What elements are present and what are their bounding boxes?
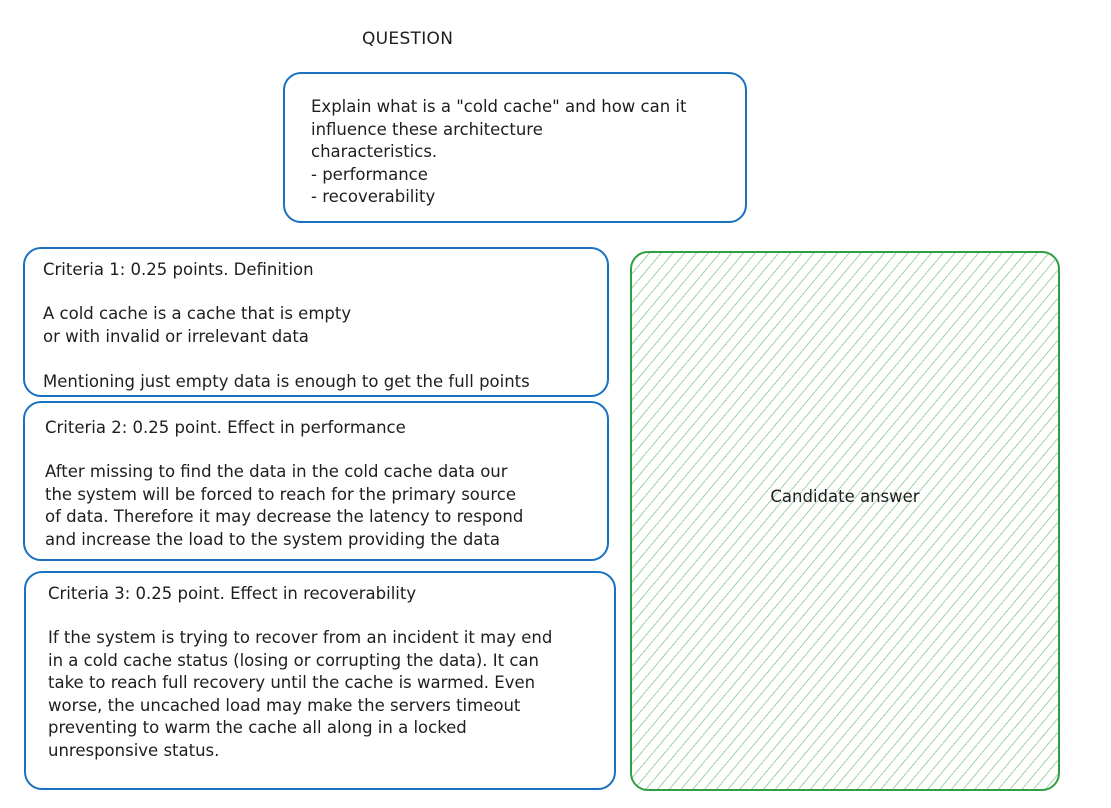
criteria-2-box[interactable]	[23, 401, 609, 561]
question-box[interactable]	[283, 72, 747, 223]
criteria-1-body: A cold cache is a cache that is empty or with invalid or irrelevant data Mentioning just empty data is enough to get the full points	[43, 304, 530, 391]
question-heading: QUESTION	[362, 29, 454, 49]
candidate-answer-label: Candidate answer	[770, 487, 920, 506]
criteria-1-box[interactable]	[23, 247, 609, 397]
criteria-3-title: Criteria 3: 0.25 point. Effect in recoverability	[48, 584, 417, 603]
criteria-2-body: After missing to find the data in the cold cache data our the system will be forced to reach for the primary source of data. Therefore it may decrease the latency to respond and increase the load to the system providing the data	[45, 462, 524, 549]
criteria-3-box[interactable]	[24, 571, 616, 790]
criteria-1-title: Criteria 1: 0.25 points. Definition	[43, 260, 314, 279]
candidate-answer-box[interactable]	[630, 251, 1060, 791]
criteria-2-title: Criteria 2: 0.25 point. Effect in performance	[45, 418, 406, 437]
question-text: Explain what is a "cold cache" and how can it influence these architecture characteristics. - performance - recoverability	[311, 97, 687, 206]
criteria-3-body: If the system is trying to recover from an incident it may end in a cold cache status (losing or corrupting the data). It can take to reach full recovery until the cache is warmed. Even worse, the uncached load may make the servers timeout preventing to warm the cache all along in a locked unresponsive status.	[48, 628, 553, 760]
